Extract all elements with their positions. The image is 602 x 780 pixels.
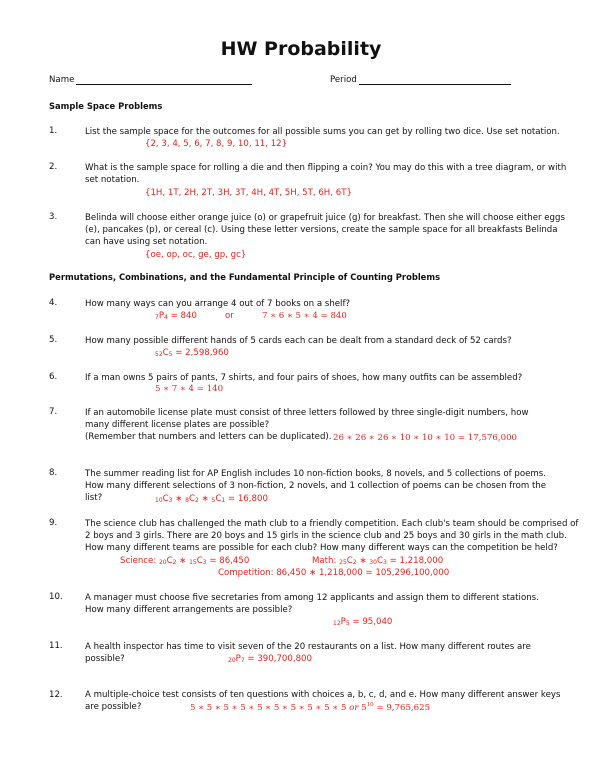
q11-text: A health inspector has time to visit seven of the 20 restaurants on a list. How many different routes are possible? (85, 642, 531, 664)
q6-text: If a man owns 5 pairs of pants, 7 shirts, and four pairs of shoes, how many outfits can be assembled? (85, 373, 523, 383)
q12-text-line1: A multiple-choice test consists of ten questions with choices a, b, c, d, and e. How many different answer keys (85, 690, 561, 700)
q2-answer: {1H, 1T, 2H, 2T, 3H, 3T, 4H, 4T, 5H, 5T, 6H, 6T} (145, 188, 352, 198)
q4-answer-alt: 7 ∗ 6 ∗ 5 ∗ 4 = 840 (262, 311, 347, 321)
q10-number: 10. (49, 592, 63, 602)
q3-text: Belinda will choose either orange juice (o) or grapefruit juice (g) for breakfast. Then she will choose either eggs (e), pancakes (p), or cereal (c). Using these letter versions, create the sample space for all breakfasts Belinda can have using set notation. (85, 213, 565, 247)
q3-number: 3. (49, 212, 58, 222)
q9-number: 9. (49, 518, 58, 528)
q6-number: 6. (49, 372, 58, 382)
q2-text: What is the sample space for rolling a die and then flipping a coin? You may do this with a tree diagram, or with set notation. (85, 163, 567, 185)
q5-text: How many possible different hands of 5 cards each can be dealt from a standard deck of 52 cards? (85, 336, 512, 346)
period-line[interactable] (359, 84, 511, 85)
q11-answer: 20P7 = 390,700,800 (228, 654, 312, 664)
q2-number: 2. (49, 162, 58, 172)
section-sample-space: Sample Space Problems (49, 101, 163, 111)
q1-text: List the sample space for the outcomes for all possible sums you can get by rolling two dice. Use set notation. (85, 127, 560, 137)
q3-answer: {oe, op, oc, ge, gp, gc} (145, 250, 247, 260)
q7-number: 7. (49, 407, 58, 417)
q4-number: 4. (49, 298, 58, 308)
q9-competition-answer: Competition: 86,450 ∗ 1,218,000 = 105,296,100,000 (218, 568, 450, 578)
q4-text: How many ways can you arrange 4 out of 7 books on a shelf? (85, 299, 351, 309)
q10-answer: 12P5 = 95,040 (333, 617, 393, 627)
q9-math-answer: Math: 25C2 ∗ 30C3 = 1,218,000 (312, 556, 444, 566)
section-counting: Permutations, Combinations, and the Fundamental Principle of Counting Problems (49, 272, 441, 282)
q12-answer: 5 ∗ 5 ∗ 5 ∗ 5 ∗ 5 ∗ 5 ∗ 5 ∗ 5 ∗ 5 ∗ 5 or $5^{10} = 9,765,625$ (190, 702, 431, 713)
q8-number: 8. (49, 468, 58, 478)
q5-number: 5. (49, 335, 58, 345)
page-title: HW Probability (220, 38, 382, 60)
q1-answer: {2, 3, 4, 5, 6, 7, 8, 9, 10, 11, 12} (145, 139, 288, 149)
q8-text: The summer reading list for AP English includes 10 non-fiction books, 8 novels, and 5 collections of poems. How many different selections of 3 non-fiction, 2 novels, and 1 collection of poems can be chosen from the list? (85, 469, 547, 503)
name-label: Name (49, 75, 75, 85)
q9-text: The science club has challenged the math club to a friendly competition. Each club's team should be comprised of 2 boys and 3 girls. There are 20 boys and 15 girls in the science club and 25 boys and 30 girls in the math club. How many different teams are possible for each club? How many different ways can the competition be held? (85, 519, 579, 553)
q7-note: (Remember that numbers and letters can be duplicated). (85, 432, 332, 442)
q9-science-answer: Science: 20C2 ∗ 15C3 = 86,450 (120, 556, 250, 566)
q1-number: 1. (49, 126, 58, 136)
q4-answer: 7P4 = 840 (155, 311, 197, 321)
q8-answer: 10C3 ∗ 8C2 ∗ 5C1 = 16,800 (155, 494, 268, 504)
q10-text: A manager must choose five secretaries from among 12 applicants and assign them to different stations. How many different arrangements are possible? (85, 593, 539, 615)
q4-or: or (225, 311, 234, 321)
q5-answer: 52C5 = 2,598,960 (155, 348, 229, 358)
name-line[interactable] (76, 84, 252, 85)
q12-number: 12. (49, 690, 63, 700)
q12-text-line2: are possible? (85, 702, 142, 712)
q7-text: If an automobile license plate must consist of three letters followed by three single-digit numbers, how many different license plates are possible? (85, 408, 529, 430)
period-label: Period (330, 75, 357, 85)
q6-answer: 5 ∗ 7 ∗ 4 = 140 (155, 384, 224, 394)
q11-number: 11. (49, 641, 63, 651)
q7-answer: 26 ∗ 26 ∗ 26 ∗ 10 ∗ 10 ∗ 10 = 17,576,000 (333, 433, 518, 443)
